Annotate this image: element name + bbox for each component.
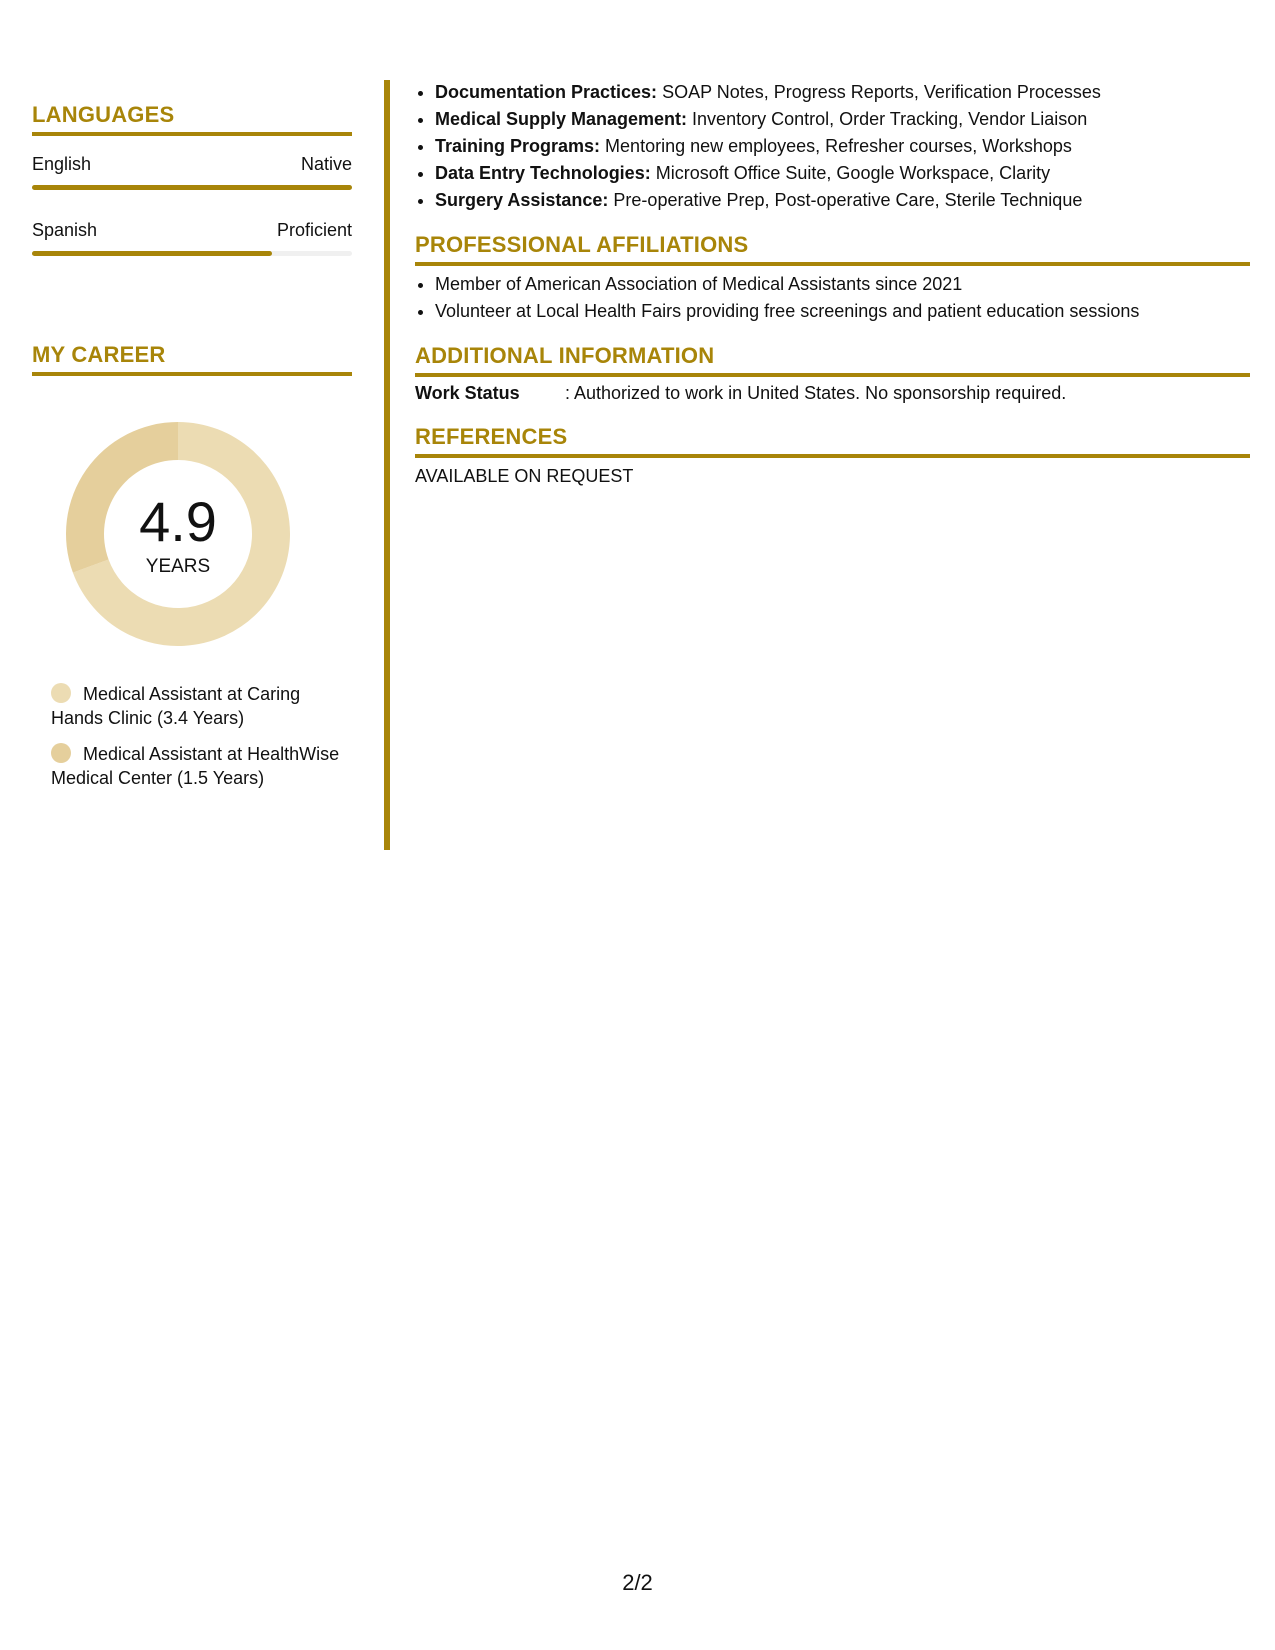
language-proficiency-bar [32, 251, 352, 256]
skill-item [435, 106, 1270, 133]
career-total-unit: YEARS [145, 556, 211, 577]
skill-name: Training Programs: [435, 136, 601, 156]
legend-label: Medical Assistant at Caring Hands Clinic (3.4 Years) [51, 684, 301, 728]
career-legend [51, 682, 341, 802]
skill-detail: Microsoft Office Suite, Google Workspace, Clarity [650, 163, 1051, 183]
legend-dot-icon [51, 743, 71, 763]
skill-item [435, 160, 1270, 187]
career-heading: MY CAREER [32, 342, 352, 376]
career-donut-chart [66, 422, 290, 646]
legend-label: Medical Assistant at HealthWise Medical Center (1.5 Years) [51, 744, 340, 788]
language-name: Spanish [32, 220, 98, 240]
affiliation-item: • Volunteer at Local Health Fairs providing free screenings and patient education sessions [435, 298, 1270, 325]
additional-info-heading: ADDITIONAL INFORMATION [415, 343, 1250, 377]
career-total-value: 4.9 [139, 490, 217, 553]
column-divider [384, 80, 390, 850]
affiliation-item: • Member of American Association of Medical Assistants since 2021 [435, 271, 1270, 298]
skill-detail: Mentoring new employees, Refresher courses, Workshops [600, 136, 1072, 156]
skill-detail: Inventory Control, Order Tracking, Vendor Liaison [687, 109, 1088, 129]
legend-dot-icon [51, 683, 71, 703]
language-proficiency-fill [32, 251, 272, 256]
legend-item [51, 682, 341, 730]
language-proficiency-bar [32, 185, 352, 190]
skill-detail: Pre-operative Prep, Post-operative Care, Sterile Technique [608, 190, 1083, 210]
work-status-label: Work Status [415, 383, 520, 403]
work-status-value: : Authorized to work in United States. No sponsorship required. [565, 383, 1067, 403]
language-proficiency-fill [32, 185, 352, 190]
affiliations-heading: PROFESSIONAL AFFILIATIONS [415, 232, 1250, 266]
language-level: Native [300, 154, 352, 174]
skill-item [435, 79, 1270, 106]
skill-name: Surgery Assistance: [435, 190, 609, 210]
skills-list [415, 79, 1270, 214]
language-name: English [32, 154, 92, 174]
skill-name: Data Entry Technologies: [435, 163, 651, 183]
languages-heading: LANGUAGES [32, 102, 352, 136]
references-heading: REFERENCES [415, 424, 1250, 458]
references-text: AVAILABLE ON REQUEST [415, 466, 634, 486]
language-level: Proficient [276, 220, 352, 240]
skill-item [435, 187, 1270, 214]
skill-detail: SOAP Notes, Progress Reports, Verification Processes [657, 82, 1101, 102]
skill-item [435, 133, 1270, 160]
page-number: 2/2 [622, 1570, 653, 1595]
legend-item [51, 742, 341, 790]
skill-name: Medical Supply Management: [435, 109, 688, 129]
affiliations-list [415, 271, 1270, 325]
skill-name: Documentation Practices: [435, 82, 658, 102]
